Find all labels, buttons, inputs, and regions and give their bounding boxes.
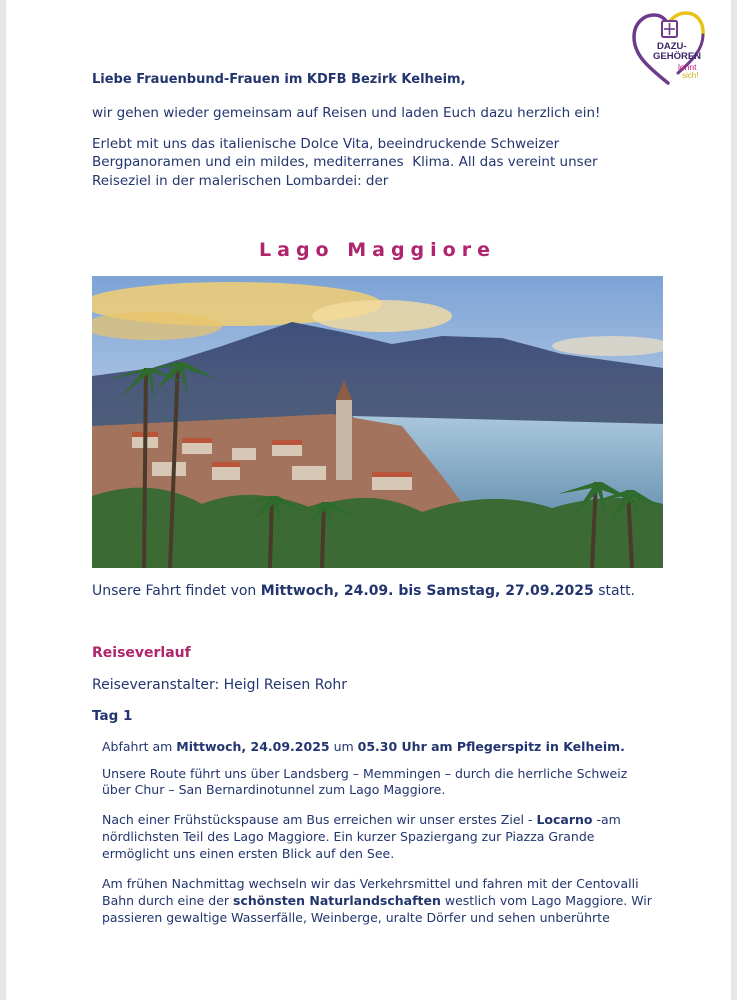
day1-label: Tag 1	[92, 708, 133, 724]
logo-text-line2: GEHÖREN	[653, 51, 702, 62]
intro-paragraph-line2: Bergpanoramen und ein mildes, mediterranes Klima. All das vereint unser	[92, 154, 598, 170]
greeting: Liebe Frauenbund-Frauen im KDFB Bezirk Kelheim,	[92, 72, 466, 87]
day1-breakfast-post: -am	[592, 812, 621, 827]
intro-line: wir gehen wieder gemeinsam auf Reisen und laden Euch dazu herzlich ein!	[92, 105, 601, 121]
logo-text-line1: DAZU-	[657, 41, 687, 52]
day1-breakfast-line1	[102, 812, 621, 827]
logo-text-line4: sich!	[682, 71, 699, 80]
day1-breakfast-pre: Nach einer Frühstückspause am Bus erreichen wir unser erstes Ziel -	[102, 812, 537, 827]
day1-locarno: Locarno	[536, 812, 593, 827]
page-title: Lago Maggiore	[259, 239, 496, 261]
document-page	[6, 0, 731, 1000]
organizer-line: Reiseveranstalter: Heigl Reisen Rohr	[92, 677, 348, 693]
day1-breakfast-line3: ermöglicht uns einen ersten Blick auf den See.	[102, 846, 395, 861]
day1-departure-time-place: 05.30 Uhr am Pflegerspitz in Kelheim.	[357, 739, 625, 754]
trip-dates-range: Mittwoch, 24.09. bis Samstag, 27.09.2025	[260, 583, 594, 599]
day1-afternoon-pre: Bahn durch eine der	[102, 893, 234, 908]
day1-departure-date: Mittwoch, 24.09.2025	[176, 739, 330, 754]
day1-afternoon-line1: Am frühen Nachmittag wechseln wir das Verkehrsmittel und fahren mit der Centovalli	[102, 876, 639, 891]
day1-afternoon-highlight: schönsten Naturlandschaften	[233, 893, 441, 908]
trip-dates	[92, 583, 635, 599]
day1-route-line1: Unsere Route führt uns über Landsberg – Memmingen – durch die herrliche Schweiz	[102, 766, 628, 781]
day1-route-line2: über Chur – San Bernardinotunnel zum Lago Maggiore.	[102, 782, 446, 797]
itinerary-heading: Reiseverlauf	[92, 645, 191, 661]
intro-paragraph-line3: Reiseziel in der malerischen Lombardei: der	[92, 173, 389, 189]
day1-departure-mid: um	[329, 739, 358, 754]
dazu-gehoeren-logo	[630, 9, 710, 85]
lago-maggiore-photo	[92, 276, 663, 568]
day1-afternoon-post: westlich vom Lago Maggiore. Wir	[440, 893, 652, 908]
trip-dates-pre: Unsere Fahrt findet von	[92, 583, 261, 599]
day1-afternoon-line2	[102, 893, 652, 908]
day1-afternoon-line3: passieren gewaltige Wasserfälle, Weinberge, uralte Dörfer und sehen unberührte	[102, 910, 610, 925]
day1-departure-pre: Abfahrt am	[102, 739, 177, 754]
day1-breakfast-line2: nördlichsten Teil des Lago Maggiore. Ein kurzer Spaziergang zur Piazza Grande	[102, 829, 595, 844]
trip-dates-post: statt.	[593, 583, 636, 599]
logo-text-line3: lohnt	[678, 62, 697, 72]
day1-departure	[102, 739, 625, 754]
intro-paragraph-line1: Erlebt mit uns das italienische Dolce Vita, beeindruckende Schweizer	[92, 136, 560, 152]
